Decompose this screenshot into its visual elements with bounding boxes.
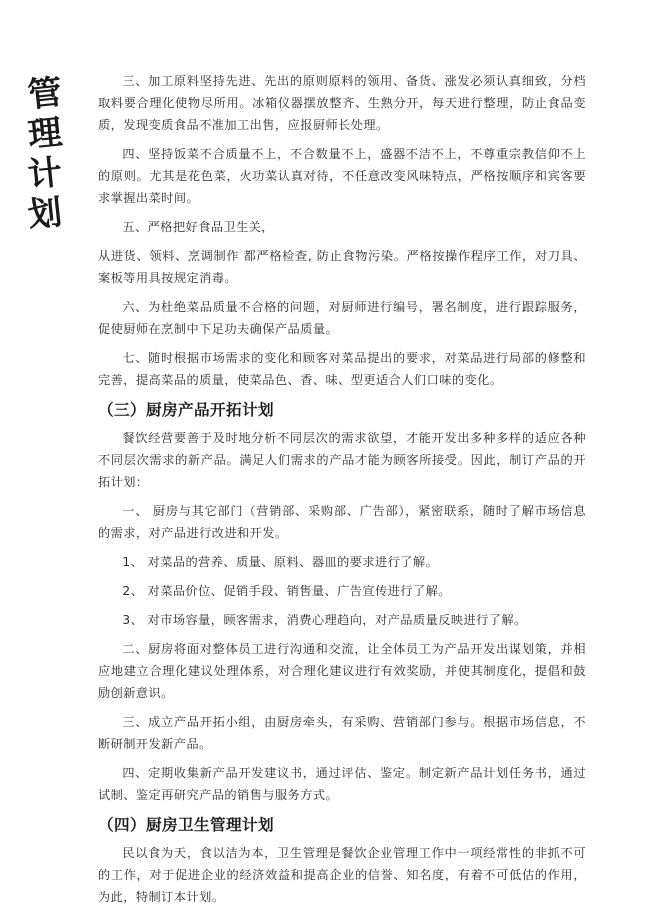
paragraph: 三、成立产品开拓小组，由厨房牵头，有采购、营销部门参与。根据市场信息，不断研制开发新产品。 xyxy=(98,715,586,751)
paragraph: 七、随时根据市场需求的变化和顾客对菜品提出的要求，对菜品进行局部的修整和完善，提高菜品的质量，使菜品色、香、味、型更适合人们口味的变化。 xyxy=(98,351,586,387)
paragraph: 从进货、领料、烹调制作 都严格检查, 防止食物污染。严格按操作程序工作，对刀具、案板等用具按规定消毒。 xyxy=(98,249,586,285)
side-title-char: 管 xyxy=(26,72,64,116)
paragraph: 民以食为天，食以洁为本，卫生管理是餐饮企业管理工作中一项经常性的非抓不可的工作，对于促进企业的经济效益和提高企业的信誉、知名度，有着不可低估的作用，为此，特制订本计划。 xyxy=(98,846,586,904)
paragraph: 3、 对市场容量，顾客需求，消费心理趋向，对产品质量反映进行了解。 xyxy=(122,613,527,627)
paragraph: 餐饮经营要善于及时地分析不同层次的需求欲望，才能开发出多种多样的适应各种不同层次需求的新产品。满足人们需求的产品才能为顾客所接受。因此，制订产品的开拓计划： xyxy=(98,431,586,489)
side-title-char: 理 xyxy=(26,112,64,156)
section-heading: （三）厨房产品开拓计划 xyxy=(98,401,274,419)
paragraph: 2、 对菜品价位、促销手段、销售量、广告宣传进行了解。 xyxy=(122,584,451,598)
paragraph: 四、坚持饭菜不合质量不上，不合数量不上，盛器不洁不上，不尊重宗教信仰不上的原则。尤其是花色菜，火功菜认真对待，不任意改变风味特点，严格按顺序和宾客要求掌握出菜时间。 xyxy=(98,147,586,205)
side-title-char: 计 xyxy=(26,152,64,196)
paragraph: 一、 厨房与其它部门（营销部、采购部、广告部），紧密联系，随时了解市场信息的需求，对产品进行改进和开发。 xyxy=(98,504,586,540)
paragraph: 六、为杜绝菜品质量不合格的问题，对厨师进行编号，署名制度，进行跟踪服务，促使厨师在烹制中下足功夫确保产品质量。 xyxy=(98,300,586,336)
paragraph: 1、 对菜品的营养、质量、原料、器皿的要求进行了解。 xyxy=(122,555,439,569)
paragraph: 五、严格把好食品卫生关， xyxy=(122,220,275,234)
side-title xyxy=(22,74,68,234)
paragraph: 三、加工原料坚持先进、先出的原则原料的领用、备货、涨发必须认真细致，分档取料要合理化使物尽所用。冰箱仪器摆放整齐、生熟分开，每天进行整理，防止食品变质，发现变质食品不准加工出售，应报厨师长处理。 xyxy=(98,74,586,132)
section-heading: （四）厨房卫生管理计划 xyxy=(98,816,274,834)
paragraph: 二、厨房将面对整体员工进行沟通和交流，让全体员工为产品开发出谋划策，并相应地建立合理化建议处理体系，对合理化建议进行有效奖励，并使其制度化，提倡和鼓励创新意识。 xyxy=(98,642,586,700)
paragraph: 四、定期收集新产品开发建议书，通过评估、鉴定。制定新产品计划任务书，通过试制、鉴定再研究产品的销售与服务方式。 xyxy=(98,766,586,802)
side-title-char: 划 xyxy=(26,192,64,236)
document-body xyxy=(98,70,586,915)
